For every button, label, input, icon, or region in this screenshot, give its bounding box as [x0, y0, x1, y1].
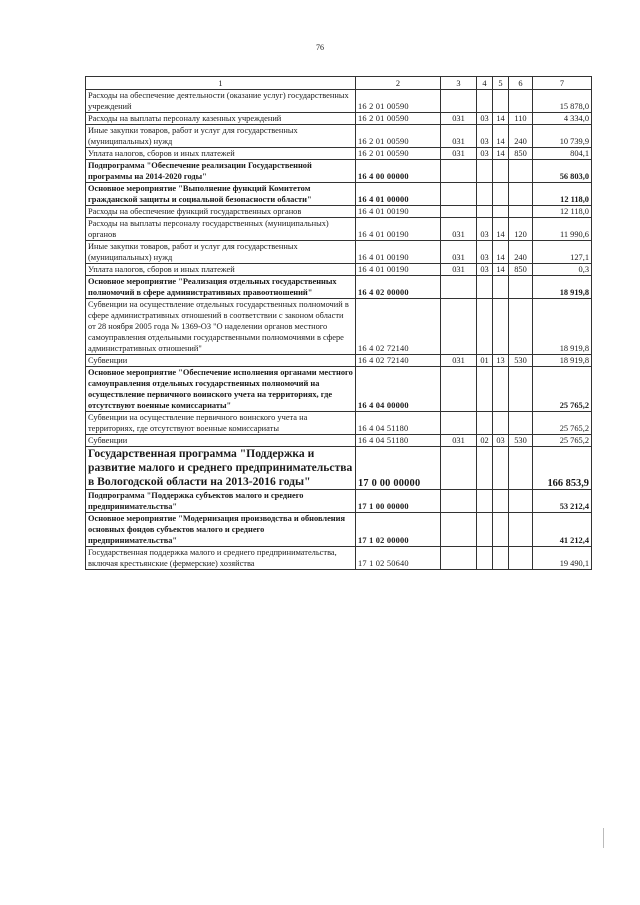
expense-type-cell: 530: [509, 355, 533, 367]
target-code-cell: 17 1 02 00000: [356, 513, 441, 547]
item-name-cell: Субвенции на осуществление отдельных государственных полномочий в сфере административных отношений в соответствии с законом области от 28 ноября 2005 года № 1369-ОЗ "О наделении органов местного самоуправления отдельными государственными полномочиями в сфере административных отношений": [86, 299, 356, 355]
target-code-cell: 16 4 02 72140: [356, 299, 441, 355]
subsection-code-cell: [493, 513, 509, 547]
item-name-cell: Подпрограмма "Обеспечение реализации Государственной программы на 2014-2020 годы": [86, 160, 356, 183]
subsection-code-cell: [493, 206, 509, 218]
item-name-cell: Основное мероприятие "Выполнение функций Комитетом гражданской защиты и социальной безопасности области": [86, 183, 356, 206]
item-name-cell: Уплата налогов, сборов и иных платежей: [86, 264, 356, 276]
section-code-cell: 03: [477, 125, 493, 148]
item-name-cell: Основное мероприятие "Модернизация производства и обновления основных фондов субъектов малого и среднего предпринимательства": [86, 513, 356, 547]
subsection-code-cell: [493, 299, 509, 355]
ministry-code-cell: [441, 276, 477, 299]
target-code-cell: 16 4 02 00000: [356, 276, 441, 299]
amount-cell: 19 490,1: [533, 547, 592, 570]
target-code-cell: 16 4 01 00190: [356, 206, 441, 218]
ministry-code-cell: [441, 447, 477, 490]
ministry-code-cell: 031: [441, 125, 477, 148]
section-code-cell: [477, 90, 493, 113]
table-row: [86, 148, 592, 160]
expense-type-cell: [509, 160, 533, 183]
target-code-cell: 16 4 02 72140: [356, 355, 441, 367]
subsection-code-cell: [493, 276, 509, 299]
target-code-cell: 16 4 04 51180: [356, 435, 441, 447]
amount-cell: 0,3: [533, 264, 592, 276]
ministry-code-cell: [441, 490, 477, 513]
expense-type-cell: 110: [509, 113, 533, 125]
expense-type-cell: [509, 206, 533, 218]
ministry-code-cell: [441, 299, 477, 355]
subsection-code-cell: [493, 447, 509, 490]
item-name-cell: Подпрограмма "Поддержка субъектов малого и среднего предпринимательства": [86, 490, 356, 513]
item-name-cell: Иные закупки товаров, работ и услуг для государственных (муниципальных) нужд: [86, 125, 356, 148]
section-code-cell: 03: [477, 148, 493, 160]
header-cell: 7: [533, 77, 592, 90]
table-row: [86, 160, 592, 183]
ministry-code-cell: [441, 160, 477, 183]
table-row: [86, 264, 592, 276]
scan-mark: [603, 828, 604, 848]
table-row: [86, 206, 592, 218]
section-code-cell: 03: [477, 218, 493, 241]
ministry-code-cell: [441, 547, 477, 570]
subsection-code-cell: 14: [493, 113, 509, 125]
item-name-cell: Основное мероприятие "Реализация отдельных государственных полномочий в сфере административных правоотношений": [86, 276, 356, 299]
subsection-code-cell: [493, 160, 509, 183]
subsection-code-cell: [493, 90, 509, 113]
amount-cell: 18 919,8: [533, 299, 592, 355]
target-code-cell: 16 4 01 00190: [356, 264, 441, 276]
section-code-cell: [477, 490, 493, 513]
section-code-cell: 03: [477, 113, 493, 125]
ministry-code-cell: [441, 412, 477, 435]
target-code-cell: 17 0 00 00000: [356, 447, 441, 490]
target-code-cell: 16 2 01 00590: [356, 90, 441, 113]
amount-cell: 18 919,8: [533, 355, 592, 367]
amount-cell: 12 118,0: [533, 206, 592, 218]
expense-type-cell: [509, 513, 533, 547]
section-code-cell: [477, 206, 493, 218]
target-code-cell: 16 2 01 00590: [356, 148, 441, 160]
section-code-cell: 03: [477, 241, 493, 264]
header-cell: 6: [509, 77, 533, 90]
ministry-code-cell: 031: [441, 148, 477, 160]
section-code-cell: [477, 299, 493, 355]
target-code-cell: 16 4 04 00000: [356, 367, 441, 412]
table-row: [86, 241, 592, 264]
target-code-cell: 16 4 04 51180: [356, 412, 441, 435]
item-name-cell: Уплата налогов, сборов и иных платежей: [86, 148, 356, 160]
section-code-cell: [477, 513, 493, 547]
target-code-cell: 17 1 00 00000: [356, 490, 441, 513]
amount-cell: 15 878,0: [533, 90, 592, 113]
amount-cell: 12 118,0: [533, 183, 592, 206]
expense-type-cell: 240: [509, 125, 533, 148]
amount-cell: 25 765,2: [533, 367, 592, 412]
item-name-cell: Субвенции на осуществление первичного воинского учета на территориях, где отсутствуют военные комиссариаты: [86, 412, 356, 435]
header-cell: 1: [86, 77, 356, 90]
target-code-cell: 16 4 01 00190: [356, 218, 441, 241]
ministry-code-cell: [441, 513, 477, 547]
subsection-code-cell: [493, 367, 509, 412]
expense-type-cell: [509, 412, 533, 435]
expense-type-cell: 530: [509, 435, 533, 447]
table-row: [86, 183, 592, 206]
expense-type-cell: [509, 90, 533, 113]
section-code-cell: [477, 276, 493, 299]
section-code-cell: 01: [477, 355, 493, 367]
target-code-cell: 16 2 01 00590: [356, 113, 441, 125]
amount-cell: 166 853,9: [533, 447, 592, 490]
subsection-code-cell: 03: [493, 435, 509, 447]
table-header-row: [86, 77, 592, 90]
subsection-code-cell: [493, 547, 509, 570]
table-row: [86, 125, 592, 148]
amount-cell: 18 919,8: [533, 276, 592, 299]
ministry-code-cell: [441, 183, 477, 206]
amount-cell: 56 803,0: [533, 160, 592, 183]
section-code-cell: [477, 547, 493, 570]
header-cell: 4: [477, 77, 493, 90]
amount-cell: 41 212,4: [533, 513, 592, 547]
amount-cell: 11 990,6: [533, 218, 592, 241]
table-row: [86, 218, 592, 241]
section-code-cell: [477, 160, 493, 183]
item-name-cell: Государственная программа "Поддержка и развитие малого и среднего предпринимательства в Вологодской области на 2013-2016 годы": [86, 447, 356, 490]
section-code-cell: [477, 447, 493, 490]
header-cell: 3: [441, 77, 477, 90]
subsection-code-cell: 13: [493, 355, 509, 367]
header-cell: 2: [356, 77, 441, 90]
amount-cell: 25 765,2: [533, 412, 592, 435]
item-name-cell: Субвенции: [86, 435, 356, 447]
expense-type-cell: 850: [509, 264, 533, 276]
amount-cell: 127,1: [533, 241, 592, 264]
amount-cell: 804,1: [533, 148, 592, 160]
item-name-cell: Иные закупки товаров, работ и услуг для государственных (муниципальных) нужд: [86, 241, 356, 264]
item-name-cell: Расходы на обеспечение деятельности (оказание услуг) государственных учреждений: [86, 90, 356, 113]
subsection-code-cell: 14: [493, 218, 509, 241]
target-code-cell: 16 4 01 00000: [356, 183, 441, 206]
ministry-code-cell: 031: [441, 435, 477, 447]
ministry-code-cell: [441, 206, 477, 218]
subsection-code-cell: [493, 412, 509, 435]
item-name-cell: Субвенции: [86, 355, 356, 367]
ministry-code-cell: [441, 90, 477, 113]
amount-cell: 53 212,4: [533, 490, 592, 513]
expense-type-cell: 850: [509, 148, 533, 160]
item-name-cell: Государственная поддержка малого и среднего предпринимательства, включая крестьянские (фермерские) хозяйства: [86, 547, 356, 570]
page-number: 76: [316, 43, 324, 52]
table-row: [86, 355, 592, 367]
table-row: [86, 299, 592, 355]
item-name-cell: Основное мероприятие "Обеспечение исполнения органами местного самоуправления отдельных государственных полномочий на осуществление первичного воинского учета на территориях, где отсутствуют военные комиссариаты": [86, 367, 356, 412]
subsection-code-cell: 14: [493, 148, 509, 160]
table-row: [86, 447, 592, 490]
subsection-code-cell: 14: [493, 125, 509, 148]
subsection-code-cell: [493, 490, 509, 513]
ministry-code-cell: 031: [441, 218, 477, 241]
expense-type-cell: [509, 490, 533, 513]
table-row: [86, 435, 592, 447]
target-code-cell: 16 2 01 00590: [356, 125, 441, 148]
expense-type-cell: [509, 367, 533, 412]
item-name-cell: Расходы на выплаты персоналу казенных учреждений: [86, 113, 356, 125]
ministry-code-cell: [441, 367, 477, 412]
target-code-cell: 16 4 00 00000: [356, 160, 441, 183]
subsection-code-cell: 14: [493, 241, 509, 264]
expense-type-cell: [509, 299, 533, 355]
expense-type-cell: [509, 547, 533, 570]
header-cell: 5: [493, 77, 509, 90]
ministry-code-cell: 031: [441, 241, 477, 264]
table-row: [86, 367, 592, 412]
section-code-cell: 02: [477, 435, 493, 447]
table-row: [86, 90, 592, 113]
table-row: [86, 412, 592, 435]
table-row: [86, 490, 592, 513]
target-code-cell: 16 4 01 00190: [356, 241, 441, 264]
section-code-cell: [477, 367, 493, 412]
expense-type-cell: [509, 183, 533, 206]
table-body: [86, 77, 592, 570]
expense-type-cell: 120: [509, 218, 533, 241]
subsection-code-cell: 14: [493, 264, 509, 276]
section-code-cell: [477, 183, 493, 206]
ministry-code-cell: 031: [441, 355, 477, 367]
subsection-code-cell: [493, 183, 509, 206]
table-row: [86, 276, 592, 299]
expense-type-cell: 240: [509, 241, 533, 264]
item-name-cell: Расходы на выплаты персоналу государственных (муниципальных) органов: [86, 218, 356, 241]
table-row: [86, 113, 592, 125]
table-row: [86, 547, 592, 570]
item-name-cell: Расходы на обеспечение функций государственных органов: [86, 206, 356, 218]
table-row: [86, 513, 592, 547]
budget-table: [85, 76, 592, 570]
expense-type-cell: [509, 276, 533, 299]
section-code-cell: 03: [477, 264, 493, 276]
amount-cell: 4 334,0: [533, 113, 592, 125]
section-code-cell: [477, 412, 493, 435]
target-code-cell: 17 1 02 50640: [356, 547, 441, 570]
amount-cell: 10 739,9: [533, 125, 592, 148]
ministry-code-cell: 031: [441, 113, 477, 125]
amount-cell: 25 765,2: [533, 435, 592, 447]
ministry-code-cell: 031: [441, 264, 477, 276]
expense-type-cell: [509, 447, 533, 490]
